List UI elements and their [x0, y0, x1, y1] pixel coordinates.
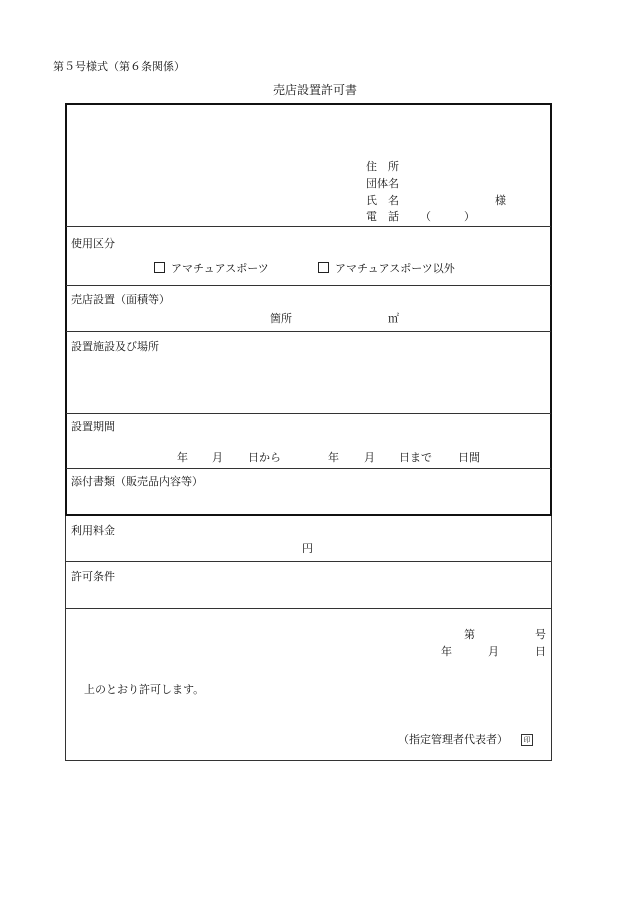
honorific: 様: [495, 194, 506, 207]
divider: [66, 331, 551, 332]
usage-option1-label: アマチュアスポーツ: [171, 262, 269, 275]
fee-label: 利用料金: [71, 524, 115, 537]
facility-label: 設置施設及び場所: [71, 340, 159, 353]
permit-number-prefix: 第: [464, 628, 475, 641]
checkbox-non-amateur[interactable]: [318, 262, 329, 273]
divider: [66, 226, 551, 227]
phone-paren: （ ）: [420, 210, 475, 223]
usage-option2-label: アマチュアスポーツ以外: [335, 262, 455, 275]
period-day-from: 日から: [248, 451, 281, 464]
issue-month: 月: [488, 645, 499, 658]
seal-mark: [521, 733, 533, 747]
period-month-from: 月: [212, 451, 223, 464]
period-label: 設置期間: [71, 420, 115, 433]
shop-area-unit: ㎡: [388, 312, 399, 325]
period-year-from: 年: [177, 451, 188, 464]
seal-icon: 印: [521, 734, 533, 746]
issue-year: 年: [441, 645, 452, 658]
permit-statement: 上のとおり許可します。: [84, 683, 205, 696]
signer-label: （指定管理者代表者）: [398, 733, 508, 746]
shop-setting-label: 売店設置（面積等）: [71, 293, 170, 306]
divider: [66, 561, 551, 562]
address-label: 住 所: [366, 160, 399, 173]
period-month-to: 月: [364, 451, 375, 464]
issue-day: 日: [535, 645, 546, 658]
period-day-to: 日まで: [399, 451, 432, 464]
usage-option-non-amateur[interactable]: [318, 262, 455, 276]
divider: [66, 285, 551, 286]
period-year-to: 年: [328, 451, 339, 464]
form-number: 第５号様式（第６条関係）: [53, 60, 185, 73]
conditions-label: 許可条件: [71, 570, 115, 583]
divider: [66, 608, 551, 609]
period-days: 日間: [458, 451, 480, 464]
group-name-label: 団体名: [366, 177, 399, 190]
name-label: 氏 名: [366, 194, 399, 207]
attachments-label: 添付書類（販売品内容等）: [71, 475, 203, 488]
phone-label: 電 話: [366, 210, 399, 223]
divider: [66, 413, 551, 414]
permit-number-suffix: 号: [535, 628, 546, 641]
page-title: 売店設置許可書: [272, 83, 357, 97]
checkbox-amateur[interactable]: [154, 262, 165, 273]
usage-label: 使用区分: [71, 237, 115, 250]
divider: [66, 468, 551, 469]
fee-unit: 円: [302, 542, 313, 555]
usage-option-amateur[interactable]: [154, 262, 269, 276]
shop-count-unit: 箇所: [270, 312, 292, 325]
